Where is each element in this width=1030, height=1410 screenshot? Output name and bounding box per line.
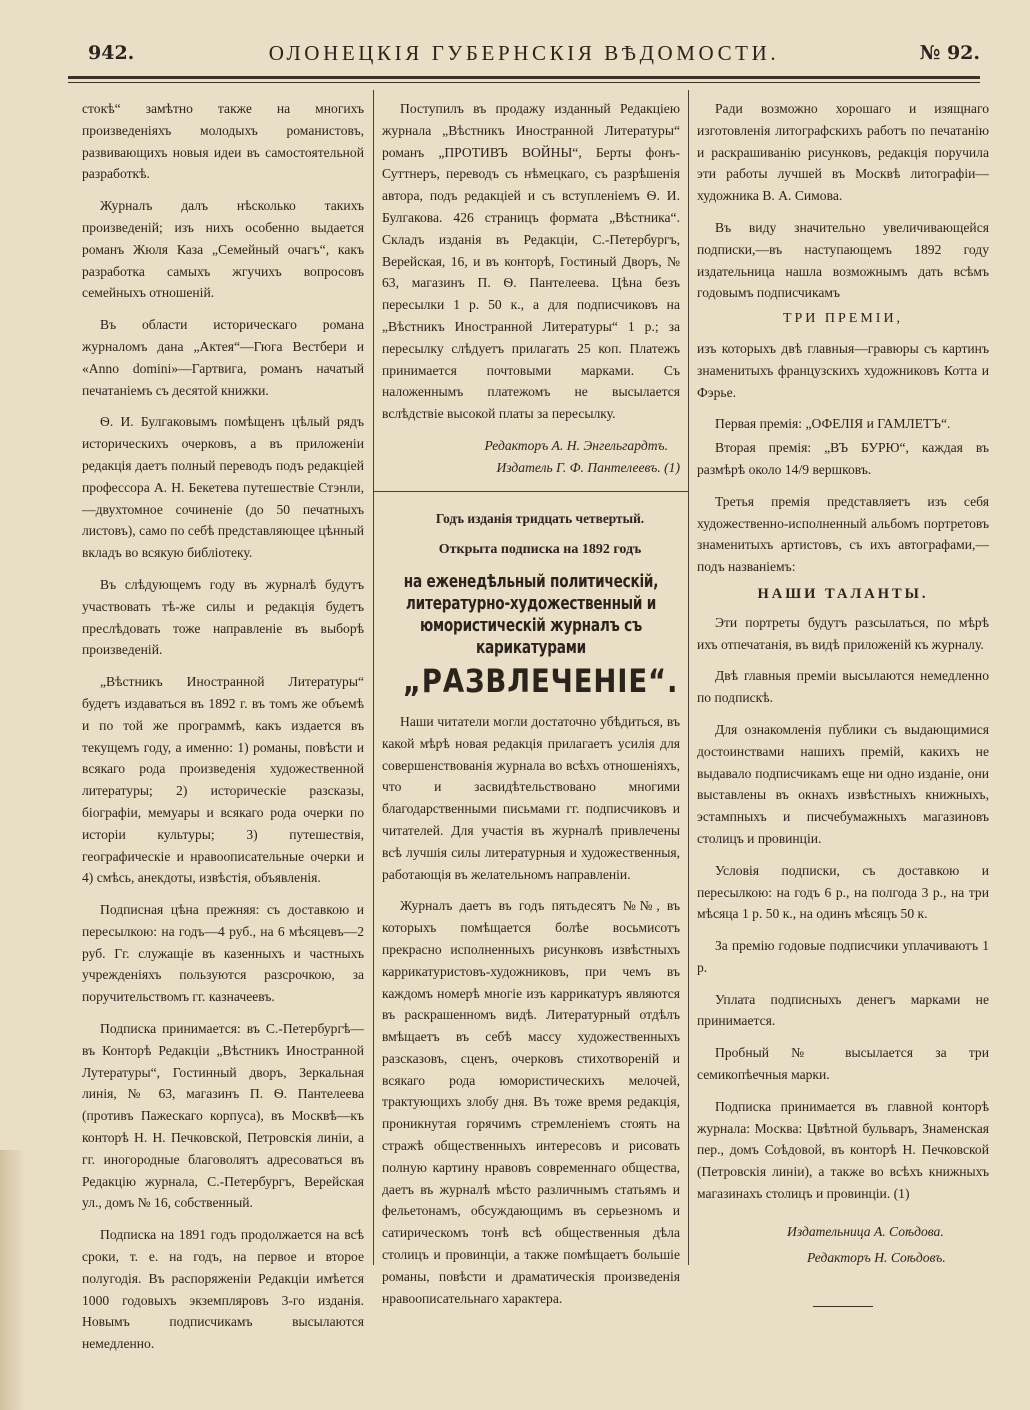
column-3: [697, 98, 989, 1307]
issue-number: № 92.: [919, 42, 980, 64]
col3-paragraph: Пробный № высылается за три семикопѣечныя марки.: [697, 1045, 989, 1083]
column-divider-left: [373, 90, 374, 1265]
col2-paragraph: Журналъ даетъ въ годъ пятьдесятъ №№, въ которыхъ помѣщается болѣе восьмисотъ прекрасно исполненныхъ рисунковъ извѣстныхъ каррикатуристовъ-художниковъ, при чемъ въ каждомъ номерѣ многіе изъ каррикатуръ являются въ раскрашенномъ видѣ. Литературный отдѣлъ вмѣщаетъ въ себѣ массу художественныхъ разсказовъ, сценъ, очерковъ стихотвореній и всякаго рода юмористическихъ мелочей, трактующихъ злобу дня. Въ тоже время редакція, проникнутая горячимъ стремленіемъ стоять на стражѣ общественныхъ интересовъ и рисовать полную картину нравовъ современнаго общества, даетъ въ журналѣ мѣсто различнымъ статьямъ и фельетонамъ, обсуждающимъ въ серьезномъ и сатирическомъ тонѣ всѣ общественныя дѣла столицъ и провинціи, а также помѣщаетъ большіе романы, повѣсти и драматическія произведенія нравоописательнаго характера.: [382, 898, 680, 1306]
paper-stain: [0, 1150, 26, 1410]
editor-signature: Редакторъ Н. Соѣдовъ.: [807, 1249, 946, 1265]
subscription-open: Открыта подписка на 1892 годъ: [438, 542, 642, 558]
closing-rule: [813, 1306, 873, 1307]
editor-signature: Редакторъ А. Н. Энгельгардтъ.: [484, 437, 668, 453]
publisher-signature: Издатель Г. Ф. Пантелеевъ. (1): [496, 459, 680, 475]
col3-paragraph: Въ виду значительно увеличивающейся подписки,—въ наступающемъ 1892 году издательница нашла возможнымъ дать всѣмъ годовымъ подписчикамъ: [697, 219, 989, 301]
newspaper-title: ОЛОНЕЦКІЯ ГУБЕРНСКІЯ ВѢДОМОСТИ.: [268, 41, 780, 65]
column-divider-right: [688, 90, 689, 1265]
prize-second: Вторая премія: „ВЪ БУРЮ“, каждая въ размѣрѣ около 14/9 вершковъ.: [697, 440, 989, 477]
talents-heading: НАШИ ТАЛАНТЫ.: [757, 585, 929, 602]
subscription-price: Подписная цѣна прежняя: съ доставкою и пересылкою: на годъ—4 руб., на 6 мѣсяцевъ—2 руб. Гг. служащіе въ казенныхъ и частныхъ учрежденіяхъ пользуются разсрочкою, за поручительствомъ гг. казначеевъ.: [82, 902, 364, 1005]
col3-paragraph: Эти портреты будутъ разсылаться, по мѣрѣ ихъ отпечатанія, въ видѣ приложеній къ журналу.: [697, 614, 989, 652]
year-of-publication: Годъ изданія тридцать четвертый.: [435, 510, 645, 526]
section-rule: [374, 491, 688, 492]
header-rule-thick: [68, 76, 980, 79]
journal-description: на еженедѣльный политическій, литературно-художественный и юмористическій журналъ съ карикатурами: [403, 572, 659, 659]
col3-paragraph: Двѣ главныя преміи высылаются немедленно по подпискѣ.: [697, 668, 989, 706]
col1-paragraph: Въ слѣдующемъ году въ журналѣ будутъ участвовать тѣ-же силы и редакція будетъ преслѣдовать тоже направленіе въ выборѣ произведеній.: [82, 576, 364, 658]
col3-paragraph: Ради возможно хорошаго и изящнаго изготовленія литографскихъ работъ по печатанію и раскрашиванію рисунковъ, редакція поручила эти работы лучшей въ Москвѣ литографіи—художника В. А. Симова.: [697, 101, 989, 204]
col3-paragraph: За премію годовые подписчики уплачиваютъ 1 р.: [697, 938, 989, 975]
prize-first: Первая премія: „ОФЕЛІЯ и ГАМЛЕТЪ“.: [715, 416, 951, 432]
col1-paragraph: Ѳ. И. Булгаковымъ помѣщенъ цѣлый рядъ историческихъ очерковъ, а въ приложеніи редакція даетъ полный переводъ подъ редакціей профессора А. Н. Бекетева путешествіе Стэнли,—двухтомное сочиненіе (до 50 печатныхъ листовъ), само по себѣ представляющее цѣнный вкладъ во всякую библіотеку.: [82, 414, 364, 561]
col3-paragraph: Условія подписки, съ доставкою и пересылкою: на годъ 6 р., на полгода 3 р., на три мѣсяца 1 р. 50 к., на одинъ мѣсяцъ 50 к.: [697, 862, 989, 922]
col1-paragraph: стокѣ“ замѣтно также на многихъ произведеніяхъ молодыхъ романистовъ, развивающихъ новыя идеи въ самостоятельной разработкѣ.: [82, 101, 364, 182]
publisher-signature: Издательница А. Соѣдова.: [787, 1223, 944, 1239]
journal-name: „РАЗВЛЕЧЕНІЕ“.: [402, 662, 679, 701]
column-2: [382, 98, 680, 1319]
col1-paragraph: Журналъ далъ нѣсколько такихъ произведеній; изъ нихъ особенно выдается романъ Жюля Каза „Семейный очагъ“, какъ разработка самыхъ жгучихъ вопросовъ семейныхъ отношеній.: [82, 198, 364, 301]
header-rule-thin: [68, 82, 980, 83]
col3-paragraph: Для ознакомленія публики съ выдающимися достоинствами нашихъ премій, какихъ не выдавало подписчикамъ еще ни одно изданіе, они выставлены въ окнахъ извѣстныхъ книжныхъ, эстампныхъ и писчебумажныхъ магазиновъ столицъ и провинціи.: [697, 721, 989, 846]
subscription-address: Подписка принимается: въ С.-Петербургѣ—въ Конторѣ Редакціи „Вѣстникъ Иностранной Лутературы“, Гостинный дворъ, Зеркальная линія, № 63, магазинъ П. Ѳ. Пантелеева (противъ Пажескаго корпуса), въ Москвѣ—къ конторѣ Н. Н. Печковской, Петровскія линіи, а гг. иногородные благоволятъ адресоваться въ Редакцію журнала, С.-Петербургъ, Верейская ул., домъ № 16, собственный.: [82, 1021, 364, 1211]
col3-paragraph: Третья премія представляетъ изъ себя художественно-исполненный альбомъ портретовъ знаменитыхъ артистовъ, съ ихъ автографами,—подъ названіемъ:: [697, 493, 989, 575]
book-advert: Поступилъ въ продажу изданный Редакціею журнала „Вѣстникъ Иностранной Литературы“ романъ „ПРОТИВЪ ВОЙНЫ“, Берты фонъ-Суттнеръ, переводъ съ нѣмецкаго, съ разрѣшенія автора, подъ редакціей и съ вступленіемъ Ѳ. И. Булгакова. 426 страницъ формата „Вѣстника“. Складъ изданія въ Редакціи, С.-Петербургъ, Верейская, 16, и въ конторѣ, Гостиный Дворъ, № 63, магазинъ П. Ѳ. Пантелеева. Цѣна безъ пересылки 1 р. 50 к., а для подписчиковъ на „Вѣстникъ Иностранной Литературы“ 1 р.; за пересылку слѣдуетъ прилагать 25 коп. Платежъ принимается почтовыми марками. Съ наложеннымъ платежомъ не высылается вслѣдствіе высокой платы за пересылку.: [382, 101, 680, 422]
col1-paragraph: Подписка на 1891 годъ продолжается на всѣ сроки, т. е. на годъ, на первое и второе полугодія. Въ распоряженіи Редакціи имѣется 1000 годовыхъ экземпляровъ 3-го изданія. Новымъ подписчикамъ высылаются немедленно.: [82, 1227, 364, 1352]
col3-paragraph: изъ которыхъ двѣ главныя—гравюры съ картинъ знаменитыхъ французскихъ художниковъ Котта и Фэрье.: [697, 340, 989, 400]
col3-paragraph: Уплата подписныхъ денегъ марками не принимается.: [697, 991, 989, 1029]
col1-paragraph: Въ области историческаго романа журналомъ дана „Актея“—Гюга Вестбери и «Anno domini»—Гартвига, романъ начатый печатаніемъ съ десятой книжки.: [82, 317, 364, 398]
page-number: 942.: [88, 42, 135, 64]
col1-paragraph: „Вѣстникъ Иностранной Литературы“ будетъ издаваться въ 1892 г. въ томъ же объемѣ и по той же программѣ, какъ издается въ текущемъ году, а именно: 1) романы, повѣсти и всякаго рода произведенія художественной литературы; 2) историческіе разсказы, біографіи, мемуары и всякаго рода очерки по исторіи культуры; 3) путешествія, географическіе и нравоописательные очерки и 4) смѣсь, анекдоты, извѣстія, объявленія.: [82, 674, 364, 886]
col2-paragraph: Наши читатели могли достаточно убѣдиться, въ какой мѣрѣ новая редакція прилагаетъ усилія для совершенствованія журнала во всѣхъ отношеніяхъ, что и засвидѣтельствовано многими благодарственными письмами гг. подписчиковъ и читателей. Для участія въ журналѣ привлечены всѣ лучшія силы литературныя и художественныя, работающія въ желательномъ направленіи.: [382, 713, 680, 882]
col3-paragraph: Подписка принимается въ главной конторѣ журнала: Москва: Цвѣтной бульваръ, Знаменская пер., домъ Соѣдовой, въ конторѣ Н. Печковской (Петровскія линіи), а также во всѣхъ книжныхъ магазинахъ столицъ и провинціи. (1): [697, 1098, 989, 1202]
running-header: [68, 38, 980, 74]
three-prizes-heading: ТРИ ПРЕМІИ,: [782, 311, 904, 327]
column-1: [82, 98, 364, 1365]
